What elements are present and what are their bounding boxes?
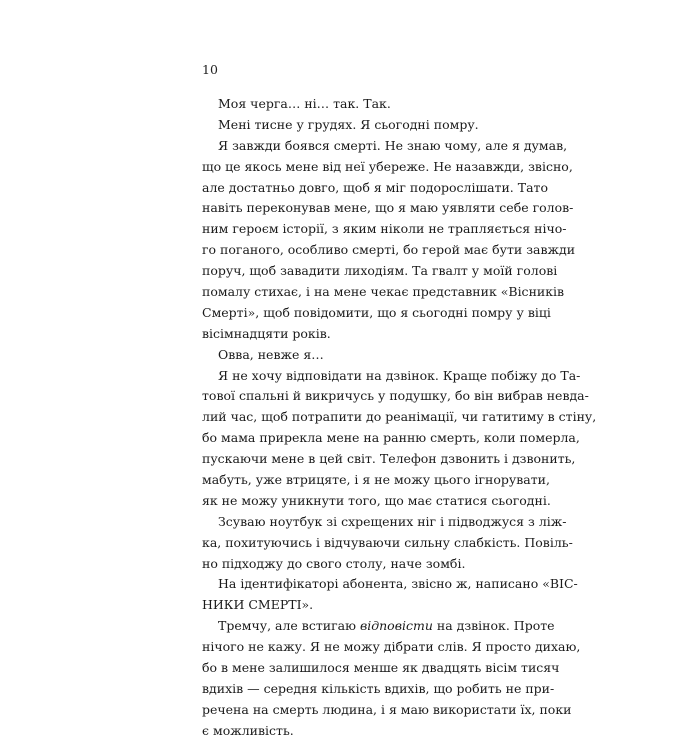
text-line: лий час, щоб потрапити до реанімації, чи гатитиму в стіну, <box>202 409 597 425</box>
text-line: вдихів — середня кількість вдихів, що робить не при- <box>202 680 555 696</box>
text-line: На ідентифікаторі абонента, звісно ж, написано «ВІС- <box>218 576 578 592</box>
text-line-mixed <box>202 616 555 637</box>
text-line: що це якось мене від неї убереже. Не назавжди, звісно, <box>202 158 573 174</box>
text-line: є можливість. <box>202 722 294 738</box>
italic-text-run: відповісти <box>359 618 433 634</box>
text-line: речена на смерть людина, і я маю використати їх, поки <box>202 701 572 717</box>
text-line: го поганого, особливо смерті, бо герой має бути завжди <box>202 242 576 258</box>
text-line: ка, похитуючись і відчуваючи сильну слабкість. Повіль- <box>202 534 573 550</box>
body-text <box>202 94 597 742</box>
text-line: тової спальні й викричусь у подушку, бо він вибрав невда- <box>202 388 589 404</box>
page-number: 10 <box>202 62 218 77</box>
text-line: Моя черга… ні… так. Так. <box>218 96 391 111</box>
text-line: помалу стихає, і на мене чекає представник «Вісників <box>202 284 565 300</box>
text-run: Тремчу, але встигаю <box>218 618 360 634</box>
text-line: бо мама прирекла мене на ранню смерть, коли померла, <box>202 430 580 446</box>
text-line: НИКИ СМЕРТІ». <box>202 597 314 613</box>
text-line: пускаючи мене в цей світ. Телефон дзвонить і дзвонить, <box>202 451 576 467</box>
text-line: поруч, щоб завадити лиходіям. Та гвалт у моїй голові <box>202 263 558 279</box>
text-line: ним героєм історії, з яким ніколи не трапляється нічо- <box>202 221 567 237</box>
text-line: Мені тисне у грудях. Я сьогодні помру. <box>218 116 479 132</box>
text-line: Зсуваю ноутбук зі схрещених ніг і підводжуся з ліж- <box>218 513 567 529</box>
text-line: Я не хочу відповідати на дзвінок. Краще побіжу до Та- <box>218 367 581 383</box>
text-run: на дзвінок. Проте <box>432 618 555 634</box>
text-line: Овва, невже я… <box>218 346 324 362</box>
text-line: навіть переконував мене, що я маю уявляти себе голов- <box>202 200 574 216</box>
text-line: Смерті», щоб повідомити, що я сьогодні помру у віці <box>202 304 551 320</box>
text-line: нічого не кажу. Я не можу дібрати слів. Я просто дихаю, <box>202 639 581 655</box>
text-line: мабуть, уже втрицяте, і я не можу цього ігнорувати, <box>202 472 550 488</box>
text-line: вісімнадцяти років. <box>202 325 331 341</box>
text-line: но підходжу до свого столу, наче зомбі. <box>202 555 466 571</box>
text-line: Я завжди боявся смерті. Не знаю чому, але я думав, <box>218 137 568 153</box>
text-line: але достатньо довго, щоб я міг подорослішати. Тато <box>202 179 548 195</box>
text-line: бо в мене залишилося менше як двадцять вісім тисяч <box>202 660 560 676</box>
text-line: як не можу уникнути того, що має статися сьогодні. <box>202 492 551 508</box>
